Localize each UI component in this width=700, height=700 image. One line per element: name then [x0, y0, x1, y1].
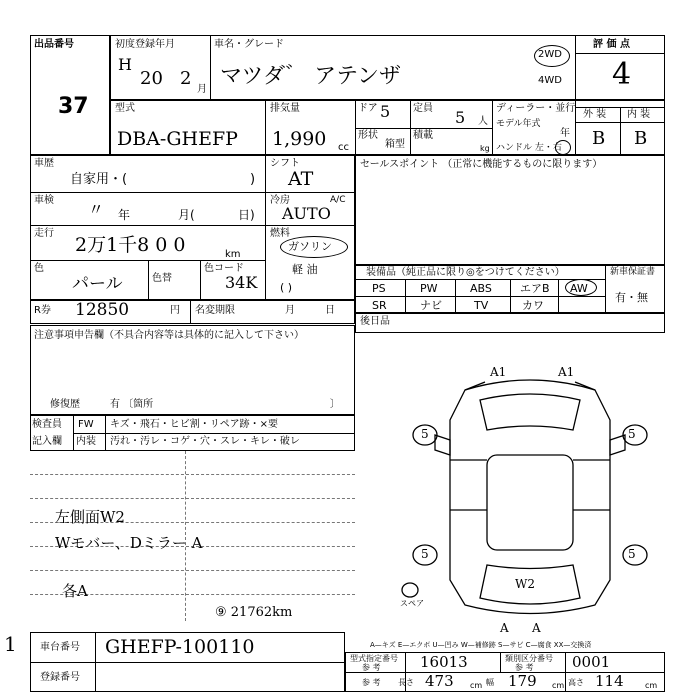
- first-reg-month: 2: [180, 68, 192, 89]
- doors-value: 5: [380, 102, 391, 121]
- color-change-label: 色替: [152, 273, 172, 284]
- name-change-month: 月: [285, 305, 295, 316]
- diagram-label-a1-right: A1: [558, 365, 575, 379]
- ac-label: 冷房: [270, 195, 290, 206]
- warranty-label: 新車保証書: [610, 267, 656, 277]
- inspection-label: 車検: [34, 195, 54, 206]
- body-label: 形状: [358, 130, 378, 141]
- note-line-2: Wモバー、Dミラー A: [55, 534, 203, 552]
- capacity-value: 5: [455, 108, 466, 127]
- car-name-label: 車名・グレード: [214, 39, 284, 50]
- interior-label: 内 装: [627, 109, 651, 120]
- sales-point-label: セールスポイント （正常に機能するものに限ります）: [360, 159, 603, 170]
- chassis-value: GHEFP-100110: [105, 636, 255, 658]
- inspection-year-unit: 年: [118, 208, 131, 222]
- height-value: 114: [595, 672, 624, 690]
- fuel-value: ガソリン: [288, 240, 332, 253]
- yen-unit: 円: [170, 305, 180, 316]
- fuel-paren: ( ): [280, 281, 293, 294]
- entry-label: 記入欄: [32, 436, 62, 447]
- name-change-label: 名変期限: [195, 305, 235, 316]
- diagram-label-a-left: A: [500, 621, 509, 635]
- repair-close: 〕: [330, 399, 340, 410]
- handle-right-circle: [555, 140, 571, 155]
- capacity-unit: 人: [478, 116, 488, 127]
- repair-value: 有 〔箇所: [110, 399, 154, 410]
- fuel-alt: 軽 油: [292, 263, 318, 276]
- displacement-value: 1,990: [272, 128, 327, 150]
- inspector-label: 検査員: [32, 419, 62, 430]
- shift-value: AT: [288, 168, 314, 190]
- load-label: 積載: [413, 130, 433, 141]
- equipment-abs: ABS: [470, 282, 492, 295]
- doors-label: ドア: [358, 103, 378, 114]
- first-reg-label: 初度登録年月: [115, 39, 175, 50]
- first-reg-era: H: [118, 55, 132, 74]
- type-designation-ref: 参 考: [362, 663, 381, 672]
- model-value: DBA-GHEFP: [117, 128, 238, 150]
- equipment-title: 装備品（純正品に限り◎をつけてください）: [366, 267, 565, 278]
- equipment-navi: ナビ: [420, 299, 442, 312]
- shift-label: シフト: [270, 158, 300, 169]
- dealer-label: ディーラー・並行: [496, 103, 576, 114]
- aw-circle: [565, 279, 597, 296]
- length-unit: cm: [470, 681, 483, 690]
- interior-code-label: 内装: [76, 436, 96, 447]
- recycle-label: R券: [34, 305, 51, 316]
- width-label: 幅: [486, 678, 494, 687]
- mileage-value: 2万1千8 0 0: [75, 234, 186, 256]
- model-label: 型式: [115, 103, 135, 114]
- first-reg-month-unit: 月: [197, 84, 207, 95]
- km-unit: km: [225, 249, 241, 260]
- equipment-sr: SR: [372, 299, 387, 312]
- note-line-3: 各A: [62, 582, 88, 600]
- type-designation-value: 16013: [420, 653, 468, 671]
- ac-value: AUTO: [282, 204, 331, 223]
- color-value: パール: [72, 274, 123, 294]
- fuel-label: 燃料: [270, 228, 290, 239]
- stray-mark: 1: [4, 632, 17, 656]
- type-designation-label: 型式指定番号: [350, 654, 398, 663]
- displacement-unit: cc: [338, 142, 349, 153]
- interior-codes: 汚れ・汚レ・コゲ・穴・スレ・キレ・破レ: [110, 436, 300, 447]
- inspection-value: 〃: [88, 200, 105, 219]
- mileage-label: 走行: [34, 228, 54, 239]
- history-value: 自家用・(: [70, 172, 128, 187]
- width-value: 179: [508, 672, 537, 690]
- chassis-label: 車台番号: [40, 642, 80, 653]
- note-line-4: ⑨ 21762km: [215, 605, 293, 620]
- fw-codes: キズ・飛石・ヒビ割・リペア跡・×要: [110, 419, 278, 430]
- dimension-ref: 参 考: [362, 678, 381, 687]
- diagram-wheel-5-rl: 5: [421, 547, 429, 561]
- color-code: 34K: [225, 273, 258, 292]
- inspection-month-unit: 月(: [178, 208, 195, 222]
- length-label: 長さ: [398, 678, 414, 687]
- equipment-aw: AW: [570, 282, 588, 295]
- diagram-label-w2: W2: [515, 577, 535, 591]
- score-label: 評 価 点: [593, 39, 630, 50]
- equipment-tv: TV: [474, 299, 489, 312]
- drive-4wd: 4WD: [538, 75, 562, 86]
- later-items-label: 後日品: [360, 316, 390, 327]
- drive-2wd: 2WD: [538, 49, 562, 60]
- ac-sub: A/C: [330, 195, 346, 205]
- history-close: ): [250, 172, 256, 187]
- exterior-grade: B: [592, 128, 606, 149]
- class-value: 0001: [572, 653, 611, 671]
- length-value: 473: [425, 672, 454, 690]
- spare-label: スペア: [400, 599, 424, 608]
- name-change-day: 日: [325, 305, 335, 316]
- diagram-wheel-5-rr: 5: [628, 547, 636, 561]
- color-label: 色: [34, 263, 44, 274]
- sales-point-box: [355, 155, 665, 265]
- exterior-label: 外 装: [583, 109, 607, 120]
- model-year-label: モデル年式: [496, 119, 541, 129]
- lot-number-label: 出品番号: [34, 39, 74, 50]
- car-name: マツダ゛ アテンザ: [220, 64, 402, 89]
- inspection-day-unit: 日): [238, 208, 255, 222]
- model-year-unit: 年: [560, 128, 570, 139]
- registration-label: 登録番号: [40, 672, 80, 683]
- equipment-leather: カワ: [522, 299, 544, 312]
- warranty-value: 有・無: [615, 291, 648, 304]
- body-value: 箱型: [385, 139, 405, 150]
- equipment-airbag: エアB: [520, 282, 550, 295]
- load-unit: kg: [480, 144, 490, 153]
- damage-legend: A—キズ E—エクボ U—凹み W—補修跡 S—サビ C—腐食 XX—交換済: [370, 641, 592, 649]
- capacity-label: 定員: [413, 103, 433, 114]
- note-line-1: 左側面W2: [55, 508, 125, 526]
- diagram-wheel-5-fr: 5: [628, 427, 636, 441]
- height-unit: cm: [645, 681, 658, 690]
- recycle-value: 12850: [75, 300, 130, 320]
- interior-grade: B: [634, 128, 648, 149]
- equipment-ps: PS: [372, 282, 386, 295]
- notes-title: 注意事項申告欄（不具合内容等は具体的に記入して下さい）: [34, 330, 304, 341]
- fw-label: FW: [78, 419, 94, 430]
- height-label: 高さ: [568, 678, 584, 687]
- class-label: 類別区分番号: [505, 654, 553, 663]
- first-reg-year: 20: [140, 68, 163, 89]
- repair-label: 修復歴: [50, 399, 80, 410]
- diagram-wheel-5-fl: 5: [421, 427, 429, 441]
- history-label: 車歴: [34, 158, 54, 169]
- lot-number: 37: [58, 94, 89, 119]
- diagram-label-a1-left: A1: [490, 365, 507, 379]
- class-ref: 参 考: [515, 663, 534, 672]
- width-unit: cm: [552, 681, 565, 690]
- score: 4: [612, 57, 632, 92]
- color-code-label: 色コード: [204, 263, 244, 274]
- handle-label: ハンドル 左・右: [496, 143, 562, 153]
- equipment-pw: PW: [420, 282, 438, 295]
- diagram-label-a-right: A: [532, 621, 541, 635]
- later-items-box: [355, 313, 665, 333]
- displacement-label: 排気量: [270, 103, 300, 114]
